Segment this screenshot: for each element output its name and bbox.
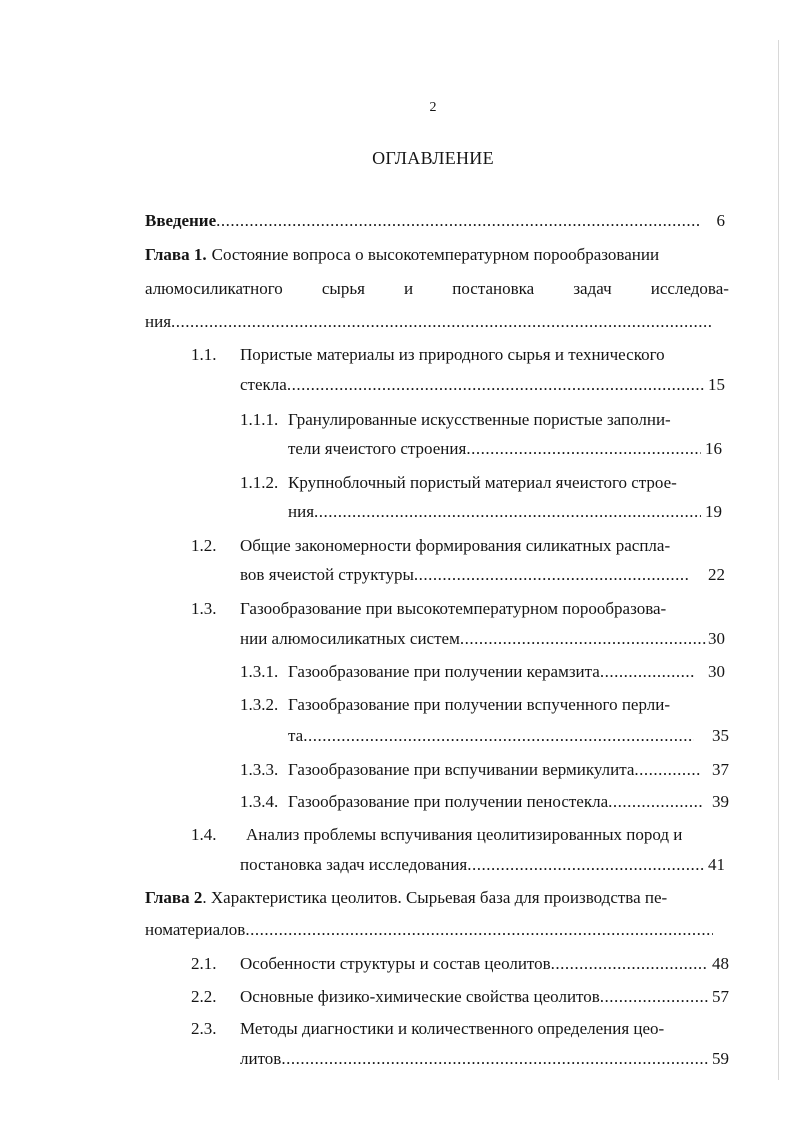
toc-entry-label: Введение [145, 211, 217, 230]
toc-entry-intro[interactable] [145, 208, 725, 234]
toc-section-1-3-3[interactable] [288, 757, 729, 783]
section-number: 1.3.1. [240, 662, 279, 681]
section-number: 1.1.1. [240, 410, 279, 429]
dot-leader [551, 951, 708, 977]
chapter-label: Глава 1. [145, 245, 207, 264]
dot-leader [303, 723, 694, 749]
toc-page-number: 16 [705, 439, 722, 458]
section-title: Газообразование при получении вспученного перли- [288, 695, 670, 714]
section-title-end: стекла [240, 375, 287, 394]
toc-section-1-1-1[interactable] [288, 407, 729, 433]
toc-section-1-3-2[interactable] [288, 692, 729, 718]
toc-page-number: 59 [712, 1049, 729, 1068]
toc-section-1-1[interactable] [240, 342, 729, 368]
section-title: Гранулированные искусственные пористые заполни- [288, 410, 671, 429]
dot-leader [467, 852, 704, 878]
chapter-title: Состояние вопроса о высокотемпературном порообразовании [211, 245, 660, 264]
toc-section-1-3[interactable] [240, 596, 729, 622]
section-title: Основные физико-химические свойства цеолитов [240, 987, 600, 1006]
toc-chapter-2-line1[interactable] [145, 885, 729, 911]
section-title-end: постановка задач исследования [240, 855, 468, 874]
dot-leader [281, 1046, 708, 1072]
toc-section-1-4-line2 [240, 852, 725, 878]
dot-leader [245, 917, 713, 943]
dot-leader [414, 562, 690, 588]
toc-section-1-3-line2 [240, 626, 725, 652]
dot-leader [600, 984, 708, 1010]
toc-section-2-3[interactable] [240, 1016, 729, 1042]
toc-page-number: 6 [716, 211, 725, 230]
dot-leader [287, 372, 704, 398]
toc-section-1-3-2-line2 [288, 723, 729, 749]
toc-page-number: 41 [708, 855, 725, 874]
toc-section-1-1-1-line2 [288, 436, 722, 462]
section-number: 2.2. [191, 987, 217, 1006]
toc-section-2-3-line2 [240, 1046, 729, 1072]
section-number: 1.3.4. [240, 792, 279, 811]
section-title-end: тели ячеистого строения [288, 439, 467, 458]
chapter-title-end: ния [145, 312, 172, 331]
word: и [404, 279, 414, 298]
section-title-end: вов ячеистой структуры [240, 565, 414, 584]
section-number: 2.1. [191, 954, 217, 973]
section-title-end: литов [240, 1049, 282, 1068]
dot-leader [216, 208, 698, 234]
toc-section-2-2[interactable] [240, 984, 729, 1010]
word: исследова- [650, 279, 729, 298]
toc-page-number: 35 [712, 726, 729, 745]
section-number: 1.3. [191, 599, 217, 618]
chapter-title: . Характеристика цеолитов. Сырьевая база для производства пе- [202, 888, 668, 907]
toc-section-1-1-2[interactable] [288, 470, 729, 496]
word: алюмосиликатного [145, 279, 283, 298]
section-title: Особенности структуры и состав цеолитов [240, 954, 551, 973]
dot-leader [634, 757, 702, 783]
toc-section-1-4[interactable] [246, 822, 729, 848]
dot-leader [600, 659, 696, 685]
section-title: Общие закономерности формирования силикатных распла- [240, 536, 671, 555]
section-title: Газообразование при вспучивании вермикулита [288, 760, 635, 779]
section-number: 1.3.2. [240, 695, 279, 714]
toc-page-number: 19 [705, 502, 722, 521]
section-number: 1.1. [191, 345, 217, 364]
section-title: Газообразование при высокотемпературном порообразова- [240, 599, 667, 618]
dot-leader [314, 499, 701, 525]
toc-section-1-3-4[interactable] [288, 789, 729, 815]
toc-section-1-2[interactable] [240, 533, 729, 559]
dot-leader [608, 789, 702, 815]
toc-chapter-1-line1[interactable] [145, 242, 729, 268]
word: постановка [452, 279, 535, 298]
toc-page-number: 15 [708, 375, 725, 394]
toc-section-1-1-2-line2 [288, 499, 722, 525]
section-title: Газообразование при получении пеностекла [288, 792, 609, 811]
toc-chapter-1-line3 [145, 309, 713, 335]
section-number: 2.3. [191, 1019, 217, 1038]
toc-page-number: 22 [708, 565, 725, 584]
toc-page-number: 39 [712, 792, 729, 811]
section-title: Газообразование при получении керамзита [288, 662, 600, 681]
section-title-end: та [288, 726, 304, 745]
page-edge-shadow [778, 40, 779, 1080]
toc-page-number: 57 [712, 987, 729, 1006]
toc-page-number: 30 [708, 629, 725, 648]
toc-section-1-2-line2 [240, 562, 725, 588]
chapter-label: Глава 2 [145, 888, 203, 907]
toc-page-number: 48 [712, 954, 729, 973]
section-number: 1.4. [191, 825, 217, 844]
section-title: Пористые материалы из природного сырья и технического [240, 345, 665, 364]
dot-leader [171, 309, 713, 335]
section-number: 1.2. [191, 536, 217, 555]
toc-section-1-3-1[interactable] [288, 659, 725, 685]
dot-leader [466, 436, 701, 462]
word: сырья [321, 279, 365, 298]
section-number: 1.3.3. [240, 760, 279, 779]
toc-chapter-1-line2 [145, 276, 729, 302]
section-title-end: ния [288, 502, 315, 521]
word: задач [573, 279, 612, 298]
section-title: Крупноблочный пористый материал ячеистого строе- [288, 473, 677, 492]
page-number: 2 [429, 100, 437, 115]
page-title: ОГЛАВЛЕНИЕ [372, 148, 494, 168]
section-number: 1.1.2. [240, 473, 279, 492]
toc-page-number: 30 [708, 662, 725, 681]
toc-page-number: 37 [712, 760, 729, 779]
toc-section-1-1-line2 [240, 372, 725, 398]
chapter-title-end: номатериалов [145, 920, 246, 939]
section-title: Анализ проблемы вспучивания цеолитизированных пород и [246, 825, 683, 844]
section-title: Методы диагностики и количественного определения цео- [240, 1019, 665, 1038]
toc-chapter-2-line2 [145, 917, 713, 943]
section-title-end: нии алюмосиликатных систем [240, 629, 460, 648]
toc-section-2-1[interactable] [240, 951, 729, 977]
dot-leader [460, 626, 708, 652]
